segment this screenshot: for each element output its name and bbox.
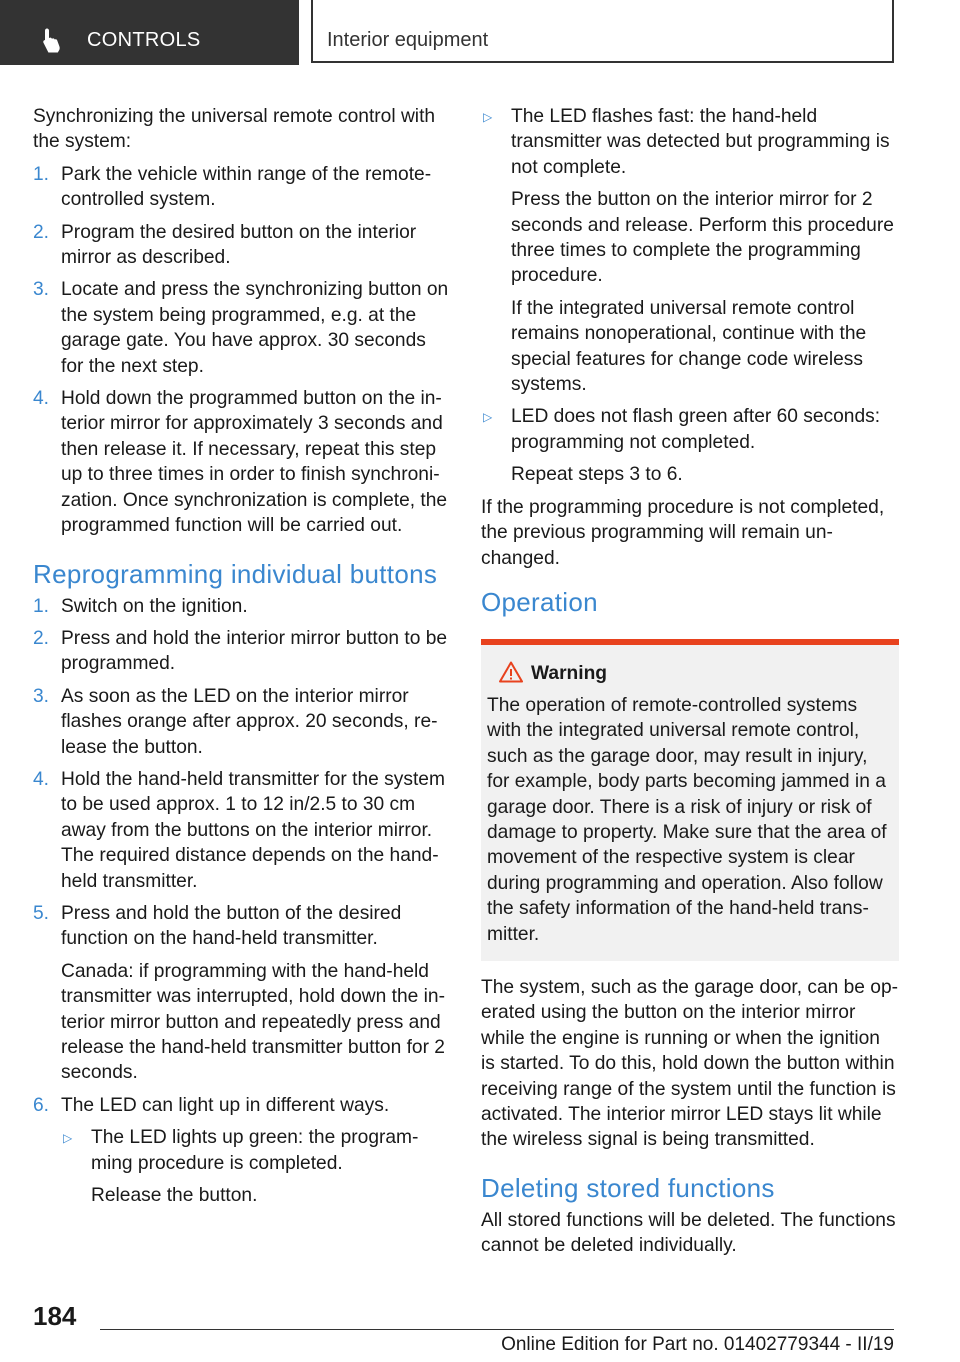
step-number: 1. xyxy=(33,595,50,617)
triangle-bullet-icon: ▷ xyxy=(483,110,493,124)
led-states-list-cont xyxy=(481,104,899,488)
bullet-text: The LED flashes fast: the hand-held transmitter was detected but programming is not complete. xyxy=(511,106,890,178)
list-item xyxy=(33,684,450,760)
step-text: The LED can light up in different ways. xyxy=(61,1094,390,1116)
step-note: Canada: if programming with the hand-held transmitter was interrupted, hold down the interior mirror button and repeatedly press and release the hand-held transmitter button for 2 seconds. xyxy=(61,960,445,1084)
reprogram-steps xyxy=(33,594,450,1209)
section-label: CONTROLS xyxy=(87,29,201,51)
chapter-label: Interior equipment xyxy=(327,29,489,51)
list-item xyxy=(33,594,450,619)
delete-heading: Deleting stored functions xyxy=(481,1172,775,1203)
list-item xyxy=(33,1093,450,1209)
bullet-text: The LED lights up green: the programming procedure is completed. xyxy=(91,1127,419,1174)
step-number: 2. xyxy=(33,221,50,243)
triangle-bullet-icon: ▷ xyxy=(483,410,493,425)
triangle-bullet-icon: ▷ xyxy=(63,1131,73,1146)
step-text: Hold the hand-held transmitter for the system to be used approx. 1 to 12 in/2.5 to 30 cm away from the buttons on the interior mirror. The required distance depends on the hand-held transmitter. xyxy=(61,768,445,892)
step-number: 3. xyxy=(33,279,50,301)
section-tab[interactable] xyxy=(0,0,299,65)
step-text: Program the desired button on the interior mirror as described. xyxy=(61,221,417,269)
not-completed-text: If the programming procedure is not completed, the previous programming will remain unchanged. xyxy=(481,496,885,569)
list-item xyxy=(33,220,450,271)
step-text: Press and hold the button of the desired function on the hand-held transmitter. xyxy=(61,902,402,950)
hand-pointer-icon xyxy=(40,27,64,53)
bullet-note: If the integrated universal remote control remains nonoperational, continue with the special features for change code wireless systems. xyxy=(511,297,867,396)
step-text: Switch on the ignition. xyxy=(61,595,248,617)
step-text: Park the vehicle within range of the remote-controlled system. xyxy=(61,163,432,211)
right-column xyxy=(481,104,899,1266)
bullet-note: Press the button on the interior mirror for 2 seconds and release. Perform this procedure three times to complete the programming procedure. xyxy=(511,189,894,287)
reprogram-heading: Reprogramming individual buttons xyxy=(33,558,438,589)
list-item xyxy=(33,767,450,894)
warning-box xyxy=(481,639,899,961)
operation-text: The system, such as the garage door, can be operated using the button on the interior mirror while the engine is running or when the ignition is started. To do this, hold down the button within receiving range of the system until the function is activated. The interior mirror LED stays lit while the wireless signal is being transmitted. xyxy=(481,976,899,1151)
step-text: Hold down the programmed button on the interior mirror for approximately 3 seconds and then release it. If necessary, repeat this step up to three times in order to finish synchronization. Once synchronization is complete, the programmed function will be carried out. xyxy=(61,388,448,537)
step-number: 4. xyxy=(33,388,50,410)
step-text: Locate and press the synchronizing button on the system being programmed, e.g. at the garage gate. You have approx. 30 seconds for the next step. xyxy=(61,279,449,377)
sync-steps xyxy=(33,162,450,539)
operation-heading: Operation xyxy=(481,586,598,617)
list-item xyxy=(33,901,450,1086)
list-item xyxy=(61,1125,450,1208)
step-number: 1. xyxy=(33,163,50,185)
page-number: 184 xyxy=(33,1301,77,1331)
step-number: 3. xyxy=(33,685,50,707)
bullet-note: Repeat steps 3 to 6. xyxy=(511,464,683,486)
step-number: 2. xyxy=(33,627,50,649)
step-text: Press and hold the interior mirror button to be programmed. xyxy=(61,627,448,675)
warning-title: Warning xyxy=(531,662,608,684)
delete-text: All stored functions will be deleted. The functions cannot be deleted individually. xyxy=(481,1209,896,1257)
bullet-text: LED does not flash green after 60 seconds: programming not completed. xyxy=(511,406,881,453)
list-item xyxy=(481,404,899,487)
edition-text: Online Edition for Part no. 01402779344 - II/19 xyxy=(501,1334,894,1355)
chapter-tab[interactable] xyxy=(311,0,894,63)
list-item xyxy=(33,626,450,677)
list-item xyxy=(33,162,450,213)
warning-triangle-icon xyxy=(499,661,523,683)
led-states-list xyxy=(61,1125,450,1208)
left-column xyxy=(33,104,450,1215)
list-item xyxy=(481,104,899,397)
step-number: 5. xyxy=(33,902,50,924)
footer-divider xyxy=(100,1329,894,1330)
step-number: 4. xyxy=(33,768,50,790)
step-text: As soon as the LED on the interior mirror flashes orange after approx. 20 seconds, release the button. xyxy=(61,685,438,758)
warning-header xyxy=(487,659,893,687)
warning-body: The operation of remote-controlled systems with the integrated universal remote control, such as the garage door, may result in injury, for example, body parts becoming jammed in a garage door. There is a risk of injury or risk of damage to property. Make sure that the area of movement of the respective system is clear during programming and operation. Also follow the safety information of the hand-held transmitter. xyxy=(487,694,887,945)
step-number: 6. xyxy=(33,1094,50,1116)
list-item xyxy=(33,386,450,538)
bullet-note: Release the button. xyxy=(91,1185,258,1207)
list-item xyxy=(33,277,450,379)
sync-intro: Synchronizing the universal remote control with the system: xyxy=(33,106,436,153)
